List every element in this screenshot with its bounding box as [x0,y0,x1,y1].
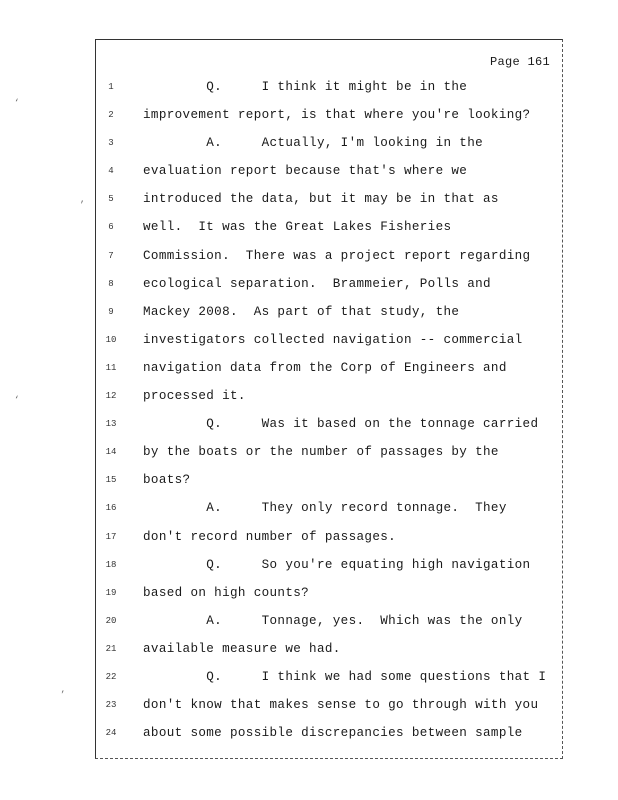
line-text: navigation data from the Corp of Engineers and [143,360,507,375]
line-number: 6 [108,222,114,233]
transcript-line [96,298,562,326]
scan-mark: , [80,195,86,205]
transcript-line [96,101,562,129]
line-text: ecological separation. Brammeier, Polls and [143,276,491,291]
transcript-line [96,73,562,101]
line-text: introduced the data, but it may be in that as [143,192,499,207]
line-text: based on high counts? [143,585,310,600]
transcript-page [95,39,563,759]
line-text: Q. I think it might be in the [143,80,468,94]
line-text: available measure we had. [143,641,341,656]
page-number: Page 161 [489,55,550,69]
line-number: 22 [105,671,117,682]
transcript-line [96,382,562,410]
line-text: about some possible discrepancies between sample [143,726,523,741]
line-number: 14 [105,447,117,458]
transcript-line [96,663,562,691]
line-number: 23 [105,700,117,711]
line-number: 1 [108,82,114,92]
line-text: don't know that makes sense to go through with you [143,698,539,713]
line-text: Mackey 2008. As part of that study, the [143,304,460,319]
line-number: 20 [105,615,117,626]
transcript-line [96,213,562,241]
transcript-lines [96,73,562,747]
transcript-line [96,551,562,579]
line-text: Q. I think we had some questions that I [143,669,547,684]
line-number: 11 [105,362,117,373]
scan-mark: ’ [60,690,66,700]
line-text: A. They only record tonnage. They [143,501,507,516]
line-text: well. It was the Great Lakes Fisheries [143,220,452,235]
transcript-line [96,523,562,551]
transcript-line [96,185,562,213]
line-number: 10 [105,334,117,345]
line-number: 7 [108,250,114,261]
transcript-line [96,635,562,663]
transcript-line [96,157,562,185]
line-number: 21 [105,643,117,654]
line-number: 16 [105,503,117,514]
line-number: 2 [108,110,114,121]
line-text: Q. Was it based on the tonnage carried [143,417,539,432]
transcript-line [96,494,562,522]
line-number: 15 [105,475,117,486]
scan-mark: ‘ [14,395,20,405]
transcript-line [96,719,562,747]
transcript-line [96,270,562,298]
line-text: Q. So you're equating high navigation [143,557,531,572]
transcript-line [96,466,562,494]
line-text: boats? [143,473,191,488]
line-number: 3 [108,138,114,149]
line-number: 4 [108,166,114,177]
transcript-line [96,354,562,382]
line-number: 5 [108,194,114,205]
line-number: 8 [108,278,114,289]
line-text: processed it. [143,389,246,404]
line-number: 18 [105,559,117,570]
transcript-line [96,607,562,635]
transcript-line [96,242,562,270]
scan-mark: ‘ [14,98,20,108]
transcript-line [96,438,562,466]
line-text: Commission. There was a project report regarding [143,248,531,263]
line-text: A. Tonnage, yes. Which was the only [143,613,523,628]
transcript-line [96,326,562,354]
line-text: by the boats or the number of passages by the [143,445,499,460]
line-text: improvement report, is that where you're looking? [143,108,531,123]
transcript-line [96,579,562,607]
line-text: don't record number of passages. [143,529,397,544]
line-number: 24 [105,728,117,739]
line-number: 9 [108,306,114,317]
line-number: 13 [105,419,117,430]
transcript-line [96,129,562,157]
line-text: investigators collected navigation -- commercial [143,332,523,347]
line-text: evaluation report because that's where we [143,164,468,179]
line-number: 19 [105,587,117,598]
line-number: 12 [105,391,117,402]
line-text: A. Actually, I'm looking in the [143,136,484,151]
line-number: 17 [105,531,117,542]
transcript-line [96,410,562,438]
transcript-line [96,691,562,719]
